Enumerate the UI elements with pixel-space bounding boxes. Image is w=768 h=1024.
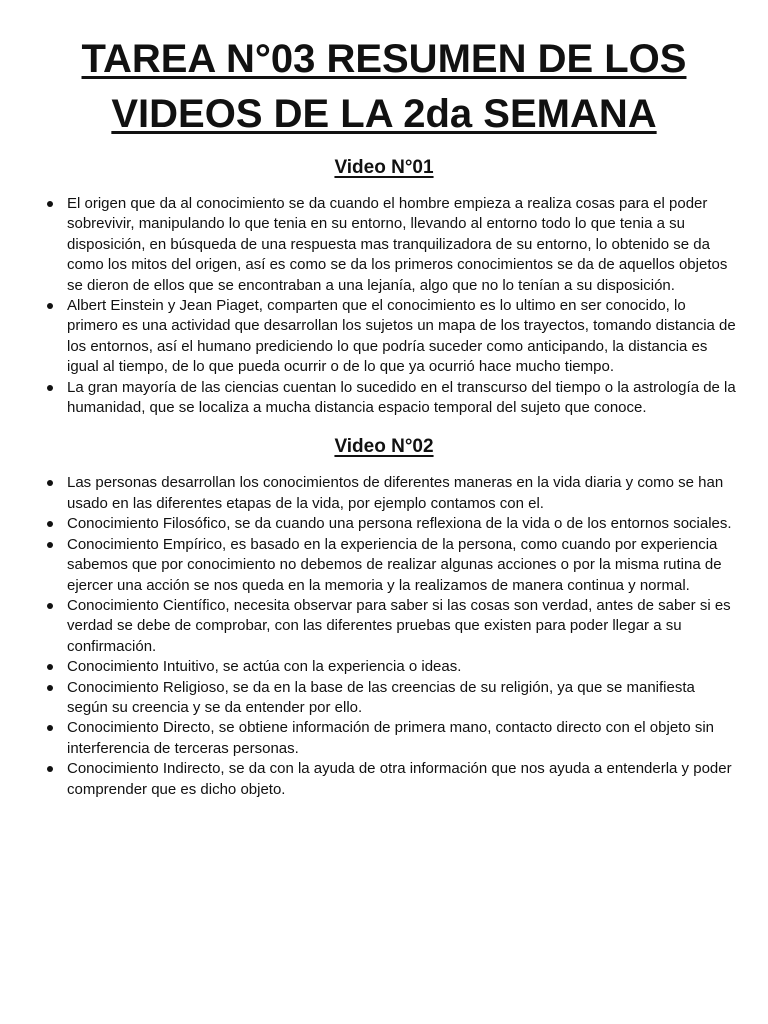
list-item-text: El origen que da al conocimiento se da cuando el hombre empieza a realiza cosas para el poder sobrevivir, manipulando lo que tenia en su entorno, llevando al entorno todo lo que tenia a su disposición, en búsqueda de una respuesta mas tranquilizadora de su entorno, lo obtenido se da como los mitos del origen, así es como se da los primeros conocimientos se da de aquellos objetos se dieron de ellos que se encontraban a una lejanía, algo que no lo tenían a su disposición. xyxy=(67,195,728,294)
bullet-icon xyxy=(47,664,53,670)
list-item-text: Conocimiento Científico, necesita observar para saber si las cosas son verdad, antes de saber si es verdad se debe de comprobar, con las diferentes pruebas que existen para poder llegar a su confirmación. xyxy=(67,596,731,655)
list-item-text: Conocimiento Intuitivo, se actúa con la experiencia o ideas. xyxy=(67,658,462,676)
list-item xyxy=(67,657,736,677)
list-item-text: Albert Einstein y Jean Piaget, comparten que el conocimiento es lo ultimo en ser conocido, lo primero es una actividad que desarrollan los sujetos un mapa de los trayectos, tomando distancia de los entornos, así el humano prediciendo lo que podría suceder como anticipando, la distancia es igual al tiempo, de lo que pueda ocurrir o de lo que ya ocurrió hace mucho tiempo. xyxy=(67,297,736,376)
section-video-02 xyxy=(0,435,768,800)
list-item-text: Conocimiento Directo, se obtiene información de primera mano, contacto directo con el objeto sin interferencia de terceras personas. xyxy=(67,719,715,757)
bullet-list xyxy=(0,473,768,800)
bullet-list xyxy=(0,194,768,418)
list-item xyxy=(67,296,736,378)
section-heading-text: Video N°01 xyxy=(334,157,434,178)
list-item-text: Las personas desarrollan los conocimientos de diferentes maneras en la vida diaria y como se han usado en las diferentes etapas de la vida, por ejemplo contamos con el. xyxy=(67,474,724,512)
bullet-icon xyxy=(47,385,53,391)
list-item-text: Conocimiento Filosófico, se da cuando una persona reflexiona de la vida o de los entornos sociales. xyxy=(67,515,732,533)
bullet-icon xyxy=(47,603,53,609)
list-item xyxy=(67,378,736,419)
bullet-icon xyxy=(47,480,53,486)
list-item-text: Conocimiento Empírico, es basado en la experiencia de la persona, como cuando por experiencia sabemos que por conocimiento no debemos de realizar algunas acciones o por la misma rutina de ejercer una acción se nos queda en la memoria y la realizamos de manera continua y normal. xyxy=(67,535,722,594)
list-item xyxy=(67,514,736,534)
list-item-text: Conocimiento Indirecto, se da con la ayuda de otra información que nos ayuda a entenderla y poder comprender que es dicho objeto. xyxy=(67,760,732,798)
bullet-icon xyxy=(47,201,53,207)
list-item xyxy=(67,535,736,596)
bullet-icon xyxy=(47,725,53,731)
list-item xyxy=(67,678,736,719)
list-item xyxy=(67,759,736,800)
bullet-icon xyxy=(47,542,53,548)
page-title: TAREA N°03 RESUMEN DE LOS VIDEOS DE LA 2da SEMANA xyxy=(81,37,687,136)
section-heading xyxy=(0,435,768,459)
bullet-icon xyxy=(47,521,53,527)
section-heading xyxy=(0,156,768,180)
list-item-text: La gran mayoría de las ciencias cuentan lo sucedido en el transcurso del tiempo o la astrología de la humanidad, que se localiza a mucha distancia espacio temporal del sujeto que conoce. xyxy=(67,378,736,417)
section-video-01 xyxy=(0,156,768,418)
list-item xyxy=(67,718,736,759)
section-heading-text: Video N°02 xyxy=(334,436,434,458)
bullet-icon xyxy=(47,685,53,691)
list-item-text: Conocimiento Religioso, se da en la base de las creencias de su religión, ya que se manifiesta según su creencia y se da entender por ello. xyxy=(67,678,695,716)
list-item xyxy=(67,596,736,657)
bullet-icon xyxy=(47,303,53,309)
list-item xyxy=(67,194,736,296)
list-item xyxy=(67,473,736,514)
bullet-icon xyxy=(47,766,53,772)
